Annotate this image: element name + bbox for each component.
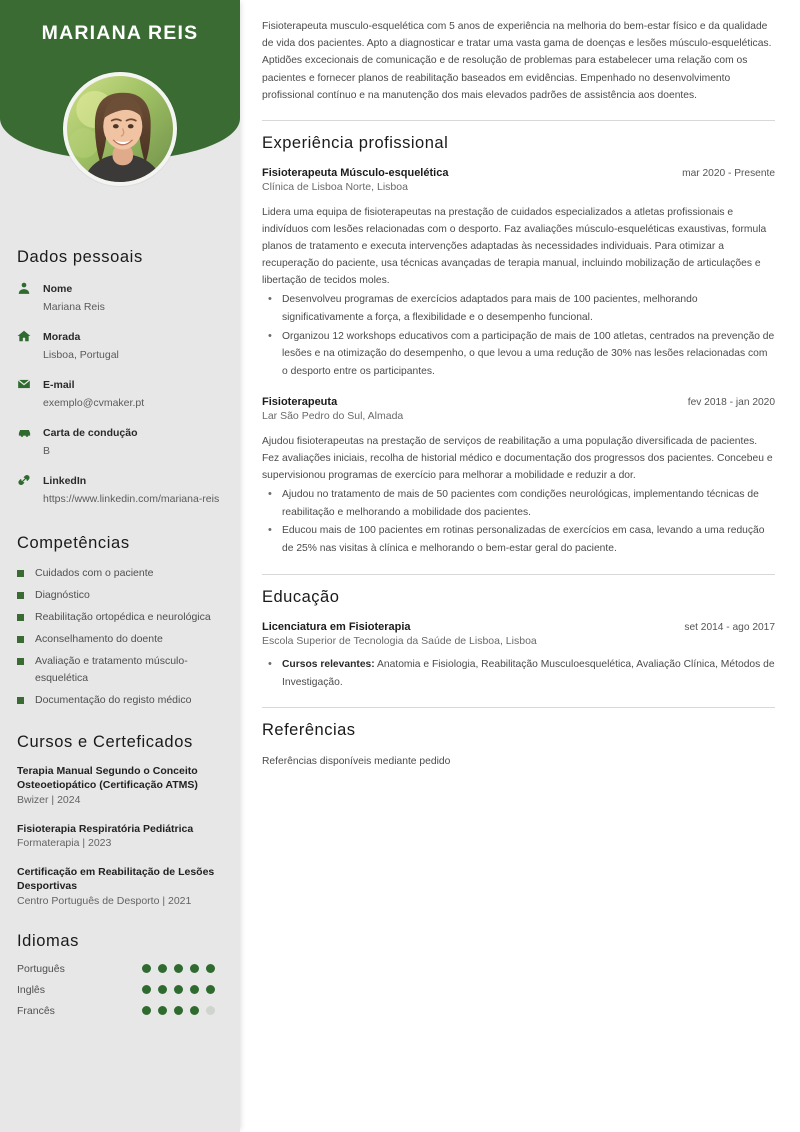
personal-detail-label: Morada (43, 330, 81, 343)
experience-entry (262, 396, 775, 558)
list-item: Aconselhamento do doente (17, 631, 223, 648)
personal-detail-label: Nome (43, 283, 73, 295)
languages-list (17, 963, 223, 1017)
courses-list (17, 764, 223, 910)
list-item: • Organizou 12 workshops educativos com a participação de mais de 100 atletas, centrados na prevenção de lesões e na otimização do desempenho, o que levou a uma redução de 30% nas lesões relacionadas com o desporto entre os participantes. (262, 328, 775, 381)
list-item: Fisioterapia Respiratória Pediátrica Formaterapia | 2023 (17, 822, 194, 850)
entry-date: mar 2020 - Presente (682, 167, 775, 179)
list-item (262, 656, 775, 691)
list-item: Português (17, 963, 223, 975)
personal-detail-value[interactable]: https://www.linkedin.com/mariana-reis (43, 493, 220, 506)
car-icon (17, 423, 43, 460)
profile-summary: Fisioterapeuta musculo-esquelética com 5 anos de experiência na melhoria do bem-estar físico e da qualidade de vida dos pacientes. Apto a diagnosticar e tratar uma vasta gama de doenças e lesões músculo-esqueléticas. Aptidões excecionais de comunicação e de resolução de problemas para estabelecer uma relação com os pacientes e fornecer planos de reabilitação baseados em evidências. Empenhado no desenvolvimento profissional contínuo e na manutenção dos mais elevados padrões de assistência aos doentes. (262, 21, 772, 101)
personal-detail-row (17, 423, 223, 460)
section-heading-references: Referências (262, 721, 356, 740)
section-heading-personal-details: Dados pessoais (17, 248, 143, 266)
experience-entry (262, 167, 775, 381)
home-icon (17, 327, 43, 364)
personal-detail-value: Lisboa, Portugal (43, 349, 119, 362)
main-content (240, 0, 800, 1132)
references-text: Referências disponíveis mediante pedido (262, 756, 451, 768)
bullet-square-icon (17, 636, 24, 643)
language-level-rating (142, 964, 223, 973)
section-references (262, 707, 775, 770)
personal-detail-value: Mariana Reis (43, 301, 105, 314)
skills-list (17, 565, 223, 709)
list-item: Cuidados com o paciente (17, 565, 223, 582)
list-item: Terapia Manual Segundo o Conceito Osteoetiopático (Certificação ATMS) Bwizer | 2024 (17, 764, 198, 806)
personal-detail-label: Carta de condução (43, 426, 138, 439)
bullet-lead: Cursos relevantes: (282, 658, 375, 670)
bullet-square-icon (17, 697, 24, 704)
divider (262, 574, 775, 575)
language-level-rating (142, 1006, 223, 1015)
list-item: Certificação em Reabilitação de Lesões Desportivas Centro Português de Desporto | 2021 (17, 865, 215, 907)
entry-title: Fisioterapeuta (262, 395, 338, 408)
list-item: • Ajudou no tratamento de mais de 50 pacientes com condições neurológicas, implementando técnicas de reabilitação e melhorando a mobilidade dos pacientes. (262, 486, 775, 521)
envelope-icon (17, 375, 43, 412)
list-item: Documentação do registo médico (17, 692, 223, 709)
entry-date: set 2014 - ago 2017 (684, 621, 775, 633)
entry-description: Lidera uma equipa de fisioterapeutas na prestação de cuidados especializados a atletas profissionais e indivíduos com lesões relacionadas com o desporto. Faz avaliações músculo-esqueléticas exaustivas, formula planos de tratamento e executa intervenções adaptadas às necessidades individuais. Para otimizar a recuperação do paciente, usa técnicas avançadas de terapia manual, incluindo mobilização de articulações e libertação de tecidos moles. (262, 206, 767, 287)
entry-title: Licenciatura em Fisioterapia (262, 620, 411, 633)
bullet-square-icon (17, 570, 24, 577)
entry-description: Ajudou fisioterapeutas na prestação de serviços de reabilitação a uma população diversificada de pacientes. Fez avaliações iniciais, recolha de historial médico e documentação dos progressos dos pacientes. Concebeu e supervisionou programas de exercício para melhorar a mobilidade e reduzir a dor. (262, 435, 773, 481)
list-item: Avaliação e tratamento músculo-esquelética (17, 653, 223, 687)
section-heading-languages: Idiomas (17, 931, 79, 950)
list-item: Reabilitação ortopédica e neurológica (17, 609, 223, 626)
section-heading-skills: Competências (17, 533, 130, 552)
section-experience (262, 120, 775, 558)
section-education (262, 574, 775, 691)
section-heading-courses: Cursos e Certeficados (17, 732, 193, 751)
personal-detail-value: exemplo@cvmaker.pt (43, 397, 145, 410)
list-item: • Desenvolveu programas de exercícios adaptados para mais de 100 pacientes, melhorando significativamente a força, a flexibilidade e o desempenho funcional. (262, 291, 775, 326)
entry-title: Fisioterapeuta Músculo-esquelética (262, 166, 449, 179)
personal-detail-value: B (43, 445, 51, 458)
entry-bullets (262, 656, 775, 691)
personal-detail-row (17, 279, 223, 316)
page-title: MARIANA REIS (41, 22, 199, 44)
personal-detail-label: E-mail (43, 378, 75, 391)
entry-organisation: Escola Superior de Tecnologia da Saúde de Lisboa, Lisboa (262, 634, 537, 647)
entry-bullets (262, 486, 775, 558)
language-level-rating (142, 985, 223, 994)
entry-organisation: Clínica de Lisboa Norte, Lisboa (262, 180, 408, 193)
sidebar (0, 0, 240, 1132)
avatar (63, 72, 177, 186)
divider (262, 120, 775, 121)
entry-organisation: Lar São Pedro do Sul, Almada (262, 409, 404, 422)
bullet-square-icon (17, 658, 24, 665)
personal-detail-label: LinkedIn (43, 474, 87, 487)
personal-detail-row[interactable] (17, 471, 223, 508)
list-item: Inglês (17, 984, 223, 996)
link-icon (17, 471, 43, 508)
bullet-square-icon (17, 614, 24, 621)
section-heading-experience: Experiência profissional (262, 133, 449, 152)
personal-detail-row (17, 375, 223, 412)
education-entry (262, 621, 775, 691)
list-item: Francês (17, 1005, 223, 1017)
list-item: Diagnóstico (17, 587, 223, 604)
divider (262, 707, 775, 708)
entry-date: fev 2018 - jan 2020 (687, 396, 775, 408)
section-heading-education: Educação (262, 587, 340, 606)
person-icon (17, 279, 43, 316)
bullet-square-icon (17, 592, 24, 599)
personal-detail-row (17, 327, 223, 364)
entry-bullets (262, 291, 775, 381)
bullet-rest: Anatomia e Fisiologia, Reabilitação Musculoesquelética, Avaliação Clínica, Métodos de Investigação. (282, 658, 775, 688)
list-item: • Educou mais de 100 pacientes em rotinas personalizadas de exercícios em casa, levando a uma redução de 25% nas visitas à clínica e melhorando o bem-estar geral do paciente. (262, 522, 775, 557)
